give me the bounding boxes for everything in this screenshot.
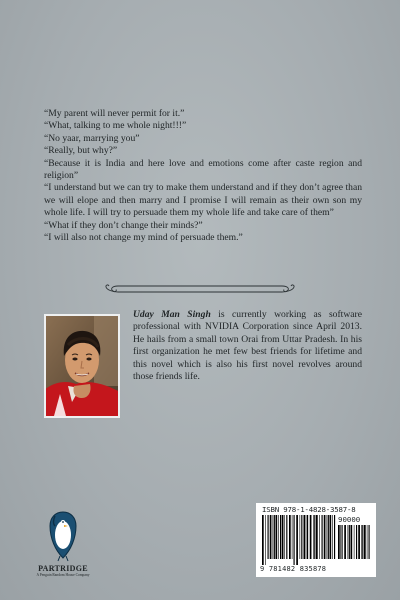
barcode-bar <box>314 515 315 559</box>
barcode-bar <box>361 525 362 559</box>
barcode-bar <box>276 515 278 559</box>
publisher-tagline: A Penguin Random House Company <box>36 573 90 577</box>
blurb-line: “Really, but why?” <box>44 145 118 157</box>
barcode-bar <box>344 525 346 559</box>
barcode-bar <box>301 515 302 559</box>
barcode-bar <box>294 515 295 565</box>
barcode-bar <box>268 515 269 559</box>
barcode-bar <box>282 515 284 559</box>
barcode-bar <box>349 525 350 559</box>
ean-barcode-bars <box>262 515 336 565</box>
barcode-bar <box>306 515 307 559</box>
barcode-bar <box>367 525 368 559</box>
barcode-bar <box>286 515 287 559</box>
blurb-line: “What, talking to me whole night!!!” <box>44 120 187 132</box>
barcode-bar <box>262 515 264 565</box>
barcode-bar <box>284 515 285 559</box>
barcode-bar <box>316 515 318 559</box>
partridge-bird-icon <box>43 508 83 562</box>
barcode-bar <box>324 515 326 559</box>
barcode-bar <box>280 515 281 559</box>
barcode-bar <box>273 515 274 559</box>
barcode-bar <box>364 525 366 559</box>
blurb-line: “I will also not change my mind of persuade them.” <box>44 232 243 244</box>
barcode-bar <box>289 515 291 559</box>
barcode-bar <box>369 525 370 559</box>
barcode-bar <box>296 515 298 565</box>
barcode-bar <box>328 515 329 559</box>
barcode-bar <box>356 525 357 559</box>
barcode-bar <box>338 525 340 559</box>
barcode-bar <box>300 515 301 559</box>
barcode-bar <box>332 515 333 559</box>
blurb-line: “I understand but we can try to make them understand and if they don’t agree than we will elope and then marry and I promise I will remain as their own son my whole life. I will try to persuade them my whole life and take care of them” <box>44 182 362 219</box>
author-bio-text: is currently working as software professional with NVIDIA Corporation since April 2013. He hails from a small town Orai from Uttar Pradesh. In his first organization he met few best friends for lifetime and this novel which is also his first novel revolves around those friends life. <box>133 309 362 383</box>
blurb-line: “My parent will never permit for it.” <box>44 108 185 119</box>
barcode-bar <box>327 515 328 559</box>
barcode-bar <box>307 515 308 559</box>
barcode-bar <box>362 525 363 559</box>
barcode-bar <box>351 525 353 559</box>
barcode-bar <box>358 525 360 559</box>
barcode-bar <box>319 515 320 559</box>
barcode-bar <box>348 525 349 559</box>
barcode-bar <box>334 515 335 559</box>
barcode-bar <box>292 515 293 559</box>
author-portrait-illustration <box>46 316 118 416</box>
barcode-bar <box>270 515 272 559</box>
publisher-name: PARTRIDGE <box>38 564 88 573</box>
barcode-bar <box>265 515 266 565</box>
barcode-bar <box>274 515 275 559</box>
isbn-number: ISBN 978-1-4828-3587-8 <box>262 505 356 514</box>
blurb-line: “No yaar, marrying you” <box>44 132 140 144</box>
barcode-bar <box>322 515 323 559</box>
author-bio <box>133 309 362 383</box>
barcode-bar <box>354 525 355 559</box>
barcode-bar <box>278 515 279 559</box>
blurb-line: “Because it is India and here love and emotions come after caste region and religion” <box>44 157 362 182</box>
barcode-bar <box>330 515 332 559</box>
barcode-bar <box>304 515 306 559</box>
author-photo <box>44 314 120 418</box>
blurb-line: “What if they don’t change their minds?” <box>44 219 203 231</box>
addon-barcode-bars <box>338 525 370 565</box>
barcode-bar <box>310 515 312 559</box>
back-cover-blurb <box>44 108 362 244</box>
barcode-bar <box>340 525 341 559</box>
barcode-bar <box>313 515 314 559</box>
price-code: 90000 <box>338 515 361 524</box>
barcode-bar <box>342 525 343 559</box>
ornamental-divider <box>104 282 296 296</box>
isbn-barcode <box>256 503 376 577</box>
author-name: Uday Man Singh <box>133 309 211 320</box>
publisher-logo <box>28 508 98 580</box>
barcode-digits: 9 781482 835878 <box>260 565 327 573</box>
